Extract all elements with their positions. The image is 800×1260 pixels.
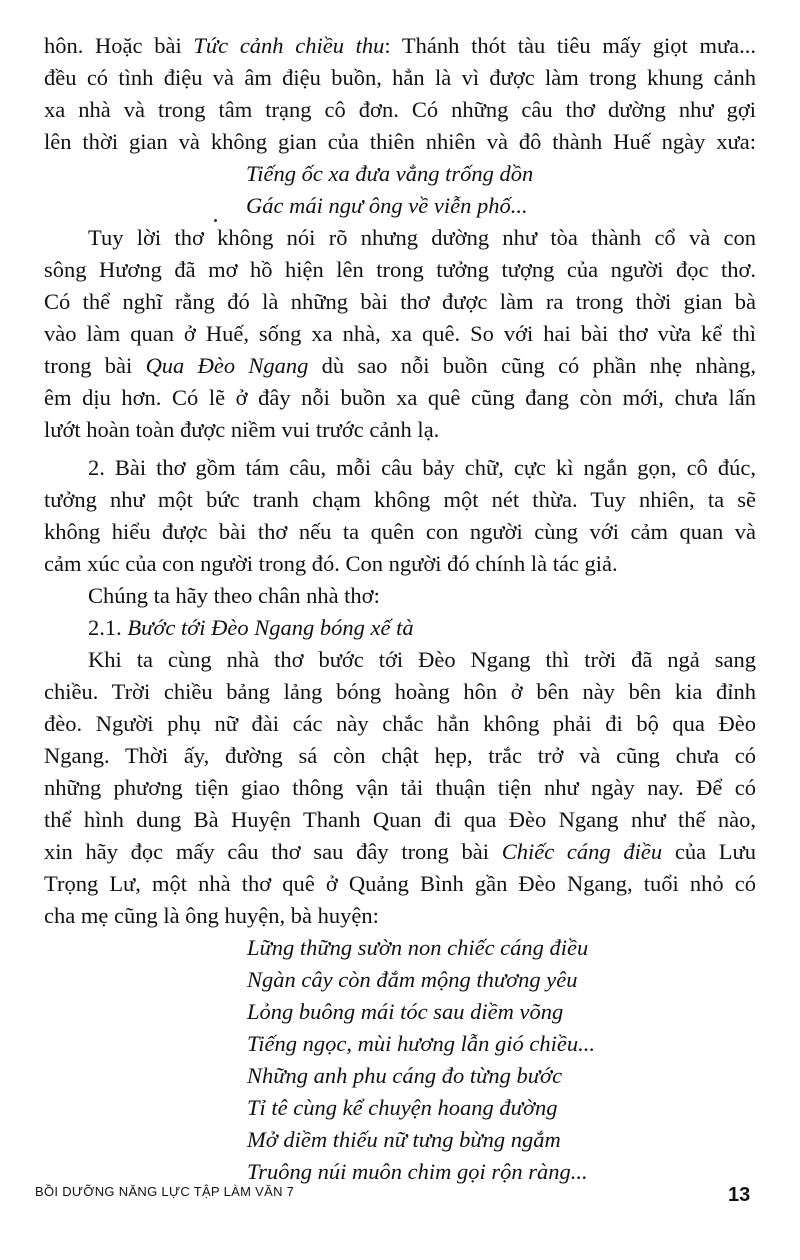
paragraph-line: xa nhà và trong tâm trạng cô đơn. Có những câu thơ dường như gợi	[44, 97, 756, 122]
paragraph-line: lướt hoàn toàn được niềm vui trước cảnh lạ.	[44, 417, 440, 442]
poem-title: Tức cảnh chiều thu	[193, 33, 385, 58]
paragraph-line: lên thời gian và không gian của thiên nhiên và đô thành Huế ngày xưa:	[44, 129, 756, 154]
print-speck	[214, 219, 217, 222]
poem-title: Qua Đèo Ngang	[145, 353, 309, 378]
section-heading: 2.1. Bước tới Đèo Ngang bóng xế tà	[88, 615, 414, 640]
paragraph-line: vào làm quan ở Huế, sống xa nhà, xa quê. So với hai bài thơ vừa kể thì	[44, 321, 756, 346]
running-footer-title: BỒI DƯỠNG NĂNG LỰC TẬP LÀM VĂN 7	[35, 1184, 295, 1199]
paragraph-line: Ngang. Thời ấy, đường sá còn chật hẹp, trắc trở và cũng chưa có	[44, 743, 756, 768]
paragraph-line: trong bài Qua Đèo Ngang dù sao nỗi buồn cũng có phần nhẹ nhàng,	[44, 353, 756, 378]
poem-title: Chiếc cáng điều	[501, 839, 663, 864]
paragraph-line: thể hình dung Bà Huyện Thanh Quan đi qua Đèo Ngang như thế nào,	[44, 807, 756, 832]
paragraph-line: sông Hương đã mơ hồ hiện lên trong tưởng tượng của người đọc thơ.	[44, 257, 756, 282]
paragraph-line: những phương tiện giao thông vận tải thuận tiện như ngày nay. Để có	[44, 775, 756, 800]
paragraph-line: êm dịu hơn. Có lẽ ở đây nỗi buồn xa quê cũng đang còn mới, chưa lấn	[44, 385, 756, 410]
poem-verse: Mở diềm thiếu nữ tưng bừng ngắm	[247, 1127, 561, 1152]
paragraph-line: Có thể nghĩ rằng đó là những bài thơ được làm ra trong thời gian bà	[44, 289, 756, 314]
poem-verse: Ngàn cây còn đắm mộng thương yêu	[247, 967, 578, 992]
poem-verse: Tiếng ngọc, mùi hương lẫn gió chiều...	[247, 1031, 596, 1056]
paragraph-line: hôn. Hoặc bài Tức cảnh chiều thu: Thánh thót tàu tiêu mấy giọt mưa...	[44, 33, 757, 58]
poem-verse: Lững thững sườn non chiếc cáng điều	[247, 935, 589, 960]
poem-verse: Những anh phu cáng đo từng bước	[247, 1063, 563, 1088]
poem-verse: Lỏng buông mái tóc sau diềm võng	[247, 999, 564, 1024]
paragraph-line: xin hãy đọc mấy câu thơ sau đây trong bài Chiếc cáng điều của Lưu	[44, 839, 756, 864]
paragraph-line: cha mẹ cũng là ông huyện, bà huyện:	[44, 903, 379, 928]
poem-verse: Gác mái ngư ông về viễn phố...	[246, 193, 528, 218]
poem-verse: Tiếng ốc xa đưa vẳng trống dồn	[246, 161, 534, 186]
paragraph-line: cảm xúc của con người trong đó. Con người đó chính là tác giả.	[44, 551, 618, 576]
paragraph-line: Chúng ta hãy theo chân nhà thơ:	[88, 583, 380, 608]
paragraph-line: tưởng như một bức tranh chạm không một nét thừa. Tuy nhiên, ta sẽ	[44, 487, 756, 512]
paragraph-line: Trọng Lư, một nhà thơ quê ở Quảng Bình gần Đèo Ngang, tuổi nhỏ có	[44, 871, 756, 896]
paragraph-line: Tuy lời thơ không nói rõ nhưng dường như tòa thành cổ và con	[88, 225, 756, 250]
body-text	[44, 30, 756, 1188]
paragraph-line: không hiểu được bài thơ nếu ta quên con người cùng với cảm quan và	[44, 519, 756, 544]
poem-verse: Truông núi muôn chim gọi rộn ràng...	[247, 1159, 588, 1184]
paragraph-line: đều có tình điệu và âm điệu buồn, hẳn là vì được làm trong khung cảnh	[44, 65, 756, 90]
paragraph-line: 2. Bài thơ gồm tám câu, mỗi câu bảy chữ, cực kì ngắn gọn, cô đúc,	[88, 455, 756, 480]
paragraph-line: chiều. Trời chiều bảng lảng bóng hoàng hôn ở bên này bên kia đỉnh	[44, 679, 756, 704]
poem-verse: Tỉ tê cùng kể chuyện hoang đường	[247, 1095, 558, 1120]
paragraph-line: đèo. Người phụ nữ đài các này chắc hẳn không phải đi bộ qua Đèo	[44, 711, 756, 736]
page-number: 13	[728, 1184, 751, 1206]
paragraph-line: Khi ta cùng nhà thơ bước tới Đèo Ngang thì trời đã ngả sang	[88, 647, 756, 672]
